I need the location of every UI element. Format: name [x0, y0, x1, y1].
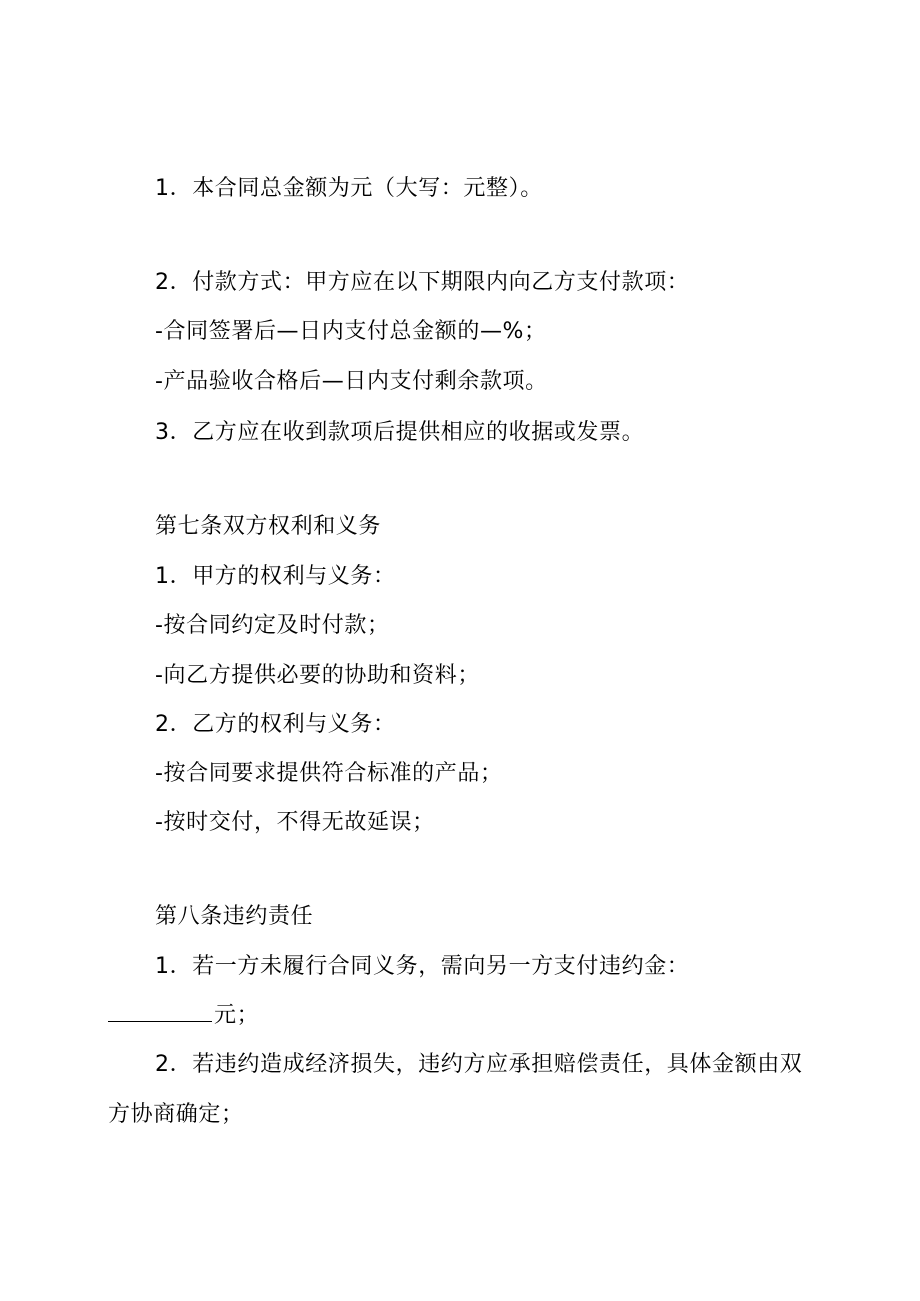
payment-item-acceptance: -产品验收合格后—日内支付剩余款项。 [155, 369, 548, 394]
penalty-amount-blank [108, 1001, 212, 1022]
payment-total-clause: 1．本合同总金额为元（大写：元整）。 [155, 176, 543, 201]
party-b-heading: 2．乙方的权利与义务： [155, 712, 396, 737]
payment-method-clause: 2．付款方式：甲方应在以下期限内向乙方支付款项： [155, 270, 690, 295]
breach-clause-2-continued: 方协商确定； [108, 1102, 244, 1127]
article-7-heading: 第七条双方权利和义务 [155, 514, 382, 539]
receipt-clause: 3．乙方应在收到款项后提供相应的收据或发票。 [155, 420, 645, 445]
party-a-item-assistance: -向乙方提供必要的协助和资料； [155, 663, 480, 688]
payment-item-signing: -合同签署后—日内支付总金额的—%； [155, 319, 547, 344]
penalty-amount-unit: 元； [214, 1003, 260, 1028]
party-a-heading: 1．甲方的权利与义务： [155, 564, 396, 589]
article-8-heading: 第八条违约责任 [155, 904, 314, 929]
party-b-item-delivery: -按时交付，不得无故延误； [155, 810, 435, 835]
party-a-item-payment: -按合同约定及时付款； [155, 613, 390, 638]
penalty-amount-line [108, 1001, 259, 1031]
breach-clause-1: 1．若一方未履行合同义务，需向另一方支付违约金： [155, 954, 690, 979]
party-b-item-products: -按合同要求提供符合标准的产品； [155, 761, 503, 786]
breach-clause-2: 2．若违约造成经济损失，违约方应承担赔偿责任，具体金额由双 [155, 1052, 803, 1077]
